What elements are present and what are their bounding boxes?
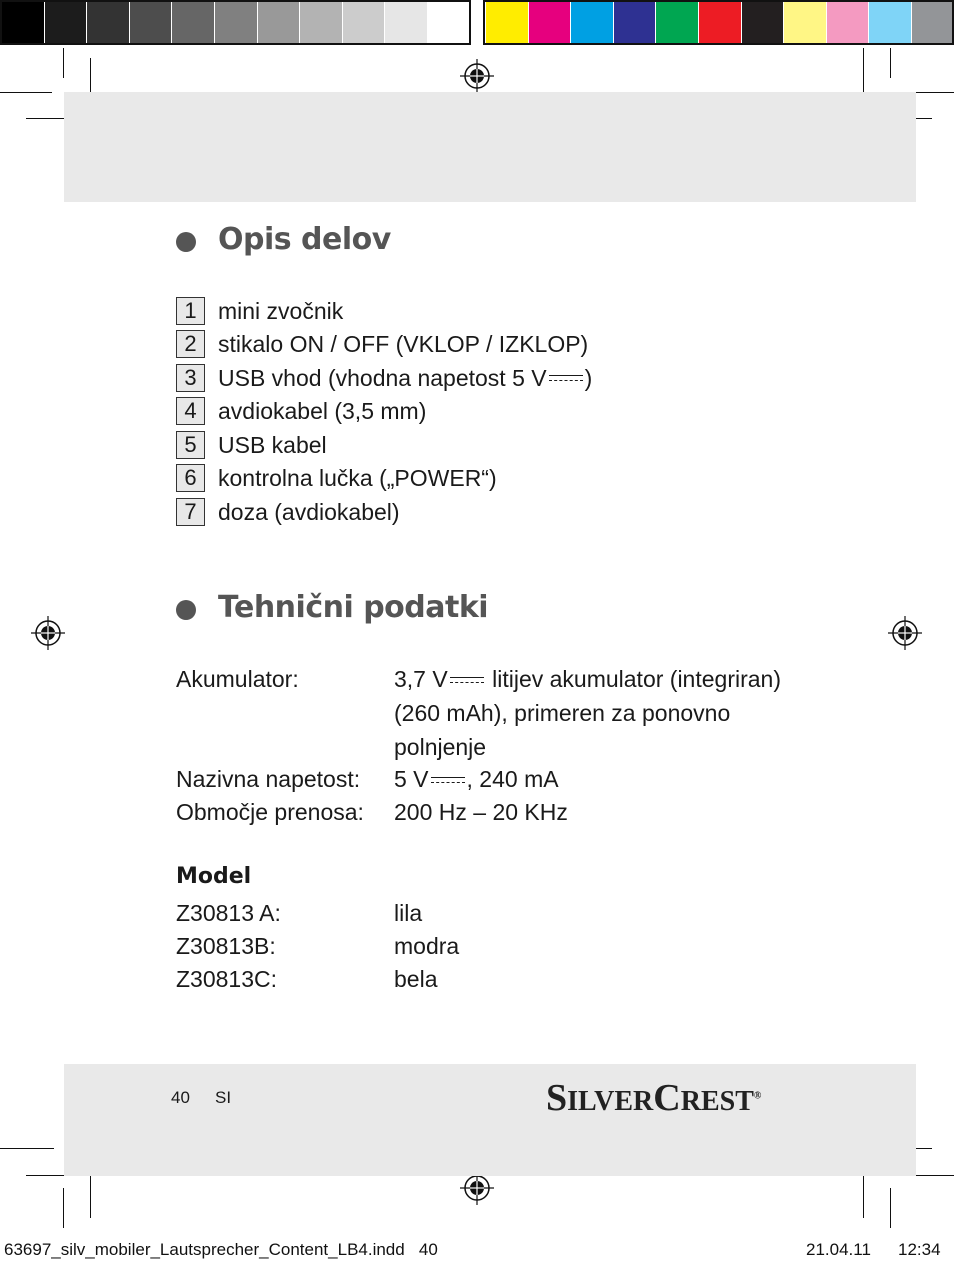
model-value: bela xyxy=(394,966,438,992)
crop-mark xyxy=(890,1188,891,1228)
part-number: 6 xyxy=(176,464,205,492)
part-text: kontrolna lučka („POWER“) xyxy=(218,464,497,491)
model-heading: Model xyxy=(176,864,252,889)
model-label: Z30813 A: xyxy=(176,900,281,926)
section-title-parts: Opis delov xyxy=(218,222,391,257)
page-number: 40 xyxy=(171,1088,190,1107)
slug-date: 21.04.11 xyxy=(806,1240,871,1259)
slug-filename: 63697_silv_mobiler_Lautsprecher_Content_LB4.indd 40 xyxy=(4,1240,438,1259)
part-text: stikalo ON / OFF (VKLOP / IZKLOP) xyxy=(218,330,589,357)
spec-value: 200 Hz – 20 KHz xyxy=(394,799,568,825)
crop-mark xyxy=(0,1148,54,1149)
spec-value-start: 5 V xyxy=(394,766,429,792)
part-text: USB kabel xyxy=(218,431,327,458)
registration-mark-icon xyxy=(460,59,494,93)
header-band xyxy=(64,92,916,202)
section-bullet xyxy=(176,600,196,620)
gray-color-bar-frame xyxy=(0,0,471,45)
crop-mark xyxy=(0,92,52,93)
part-item xyxy=(176,363,592,393)
registration-mark-icon xyxy=(460,1171,494,1205)
part-item xyxy=(176,497,400,527)
crop-mark xyxy=(863,48,864,98)
model-row xyxy=(176,962,794,996)
part-text: avdiokabel (3,5 mm) xyxy=(218,397,427,424)
part-item xyxy=(176,463,497,493)
spec-value-start: 3,7 V xyxy=(394,666,448,692)
section-bullet xyxy=(176,232,196,252)
part-item xyxy=(176,296,343,326)
part-item xyxy=(176,430,327,460)
crop-mark xyxy=(890,48,891,78)
part-item xyxy=(176,396,426,426)
model-value: modra xyxy=(394,933,460,959)
footer-band xyxy=(64,1064,916,1176)
spec-value xyxy=(394,762,794,796)
part-item xyxy=(176,329,588,359)
model-row xyxy=(176,896,794,930)
part-number: 4 xyxy=(176,397,205,425)
part-text: doza (avdiokabel) xyxy=(218,498,400,525)
spec-label: Akumulator: xyxy=(176,666,299,692)
silvercrest-logo: SILVERCREST® xyxy=(546,1077,762,1119)
spec-value-rest: litijev akumulator (integriran) (260 mAh), primeren za ponovno polnjenje xyxy=(394,666,781,760)
language-code: SI xyxy=(215,1088,232,1107)
model-value: lila xyxy=(394,900,423,926)
part-number: 1 xyxy=(176,297,205,325)
spec-value-rest: , 240 mA xyxy=(466,766,559,792)
model-label: Z30813B: xyxy=(176,933,276,959)
part-number: 3 xyxy=(176,364,205,392)
part-text: mini zvočnik xyxy=(218,297,344,324)
section-title-specs: Tehnični podatki xyxy=(218,590,489,625)
registration-mark-icon xyxy=(888,616,922,650)
process-color-bar-frame xyxy=(483,0,954,45)
dc-symbol-icon xyxy=(431,776,465,786)
model-label: Z30813C: xyxy=(176,966,278,992)
registration-mark-icon xyxy=(31,616,65,650)
part-text-end: ) xyxy=(584,364,593,391)
spec-label: Nazivna napetost: xyxy=(176,766,361,792)
slug-time: 12:34 xyxy=(898,1240,941,1259)
spec-voltage xyxy=(176,762,794,796)
crop-mark xyxy=(63,1188,64,1228)
crop-mark xyxy=(63,48,64,78)
spec-battery xyxy=(176,662,794,764)
spec-label: Območje prenosa: xyxy=(176,799,364,825)
part-number: 5 xyxy=(176,431,205,459)
spec-value xyxy=(394,662,794,764)
model-row xyxy=(176,929,794,963)
part-number: 2 xyxy=(176,330,205,358)
spec-range xyxy=(176,795,794,829)
part-number: 7 xyxy=(176,498,205,526)
dc-symbol-icon xyxy=(549,374,583,384)
part-text-main: USB vhod (vhodna napetost 5 V xyxy=(218,364,547,391)
part-text xyxy=(218,365,592,392)
dc-symbol-icon xyxy=(450,676,484,686)
